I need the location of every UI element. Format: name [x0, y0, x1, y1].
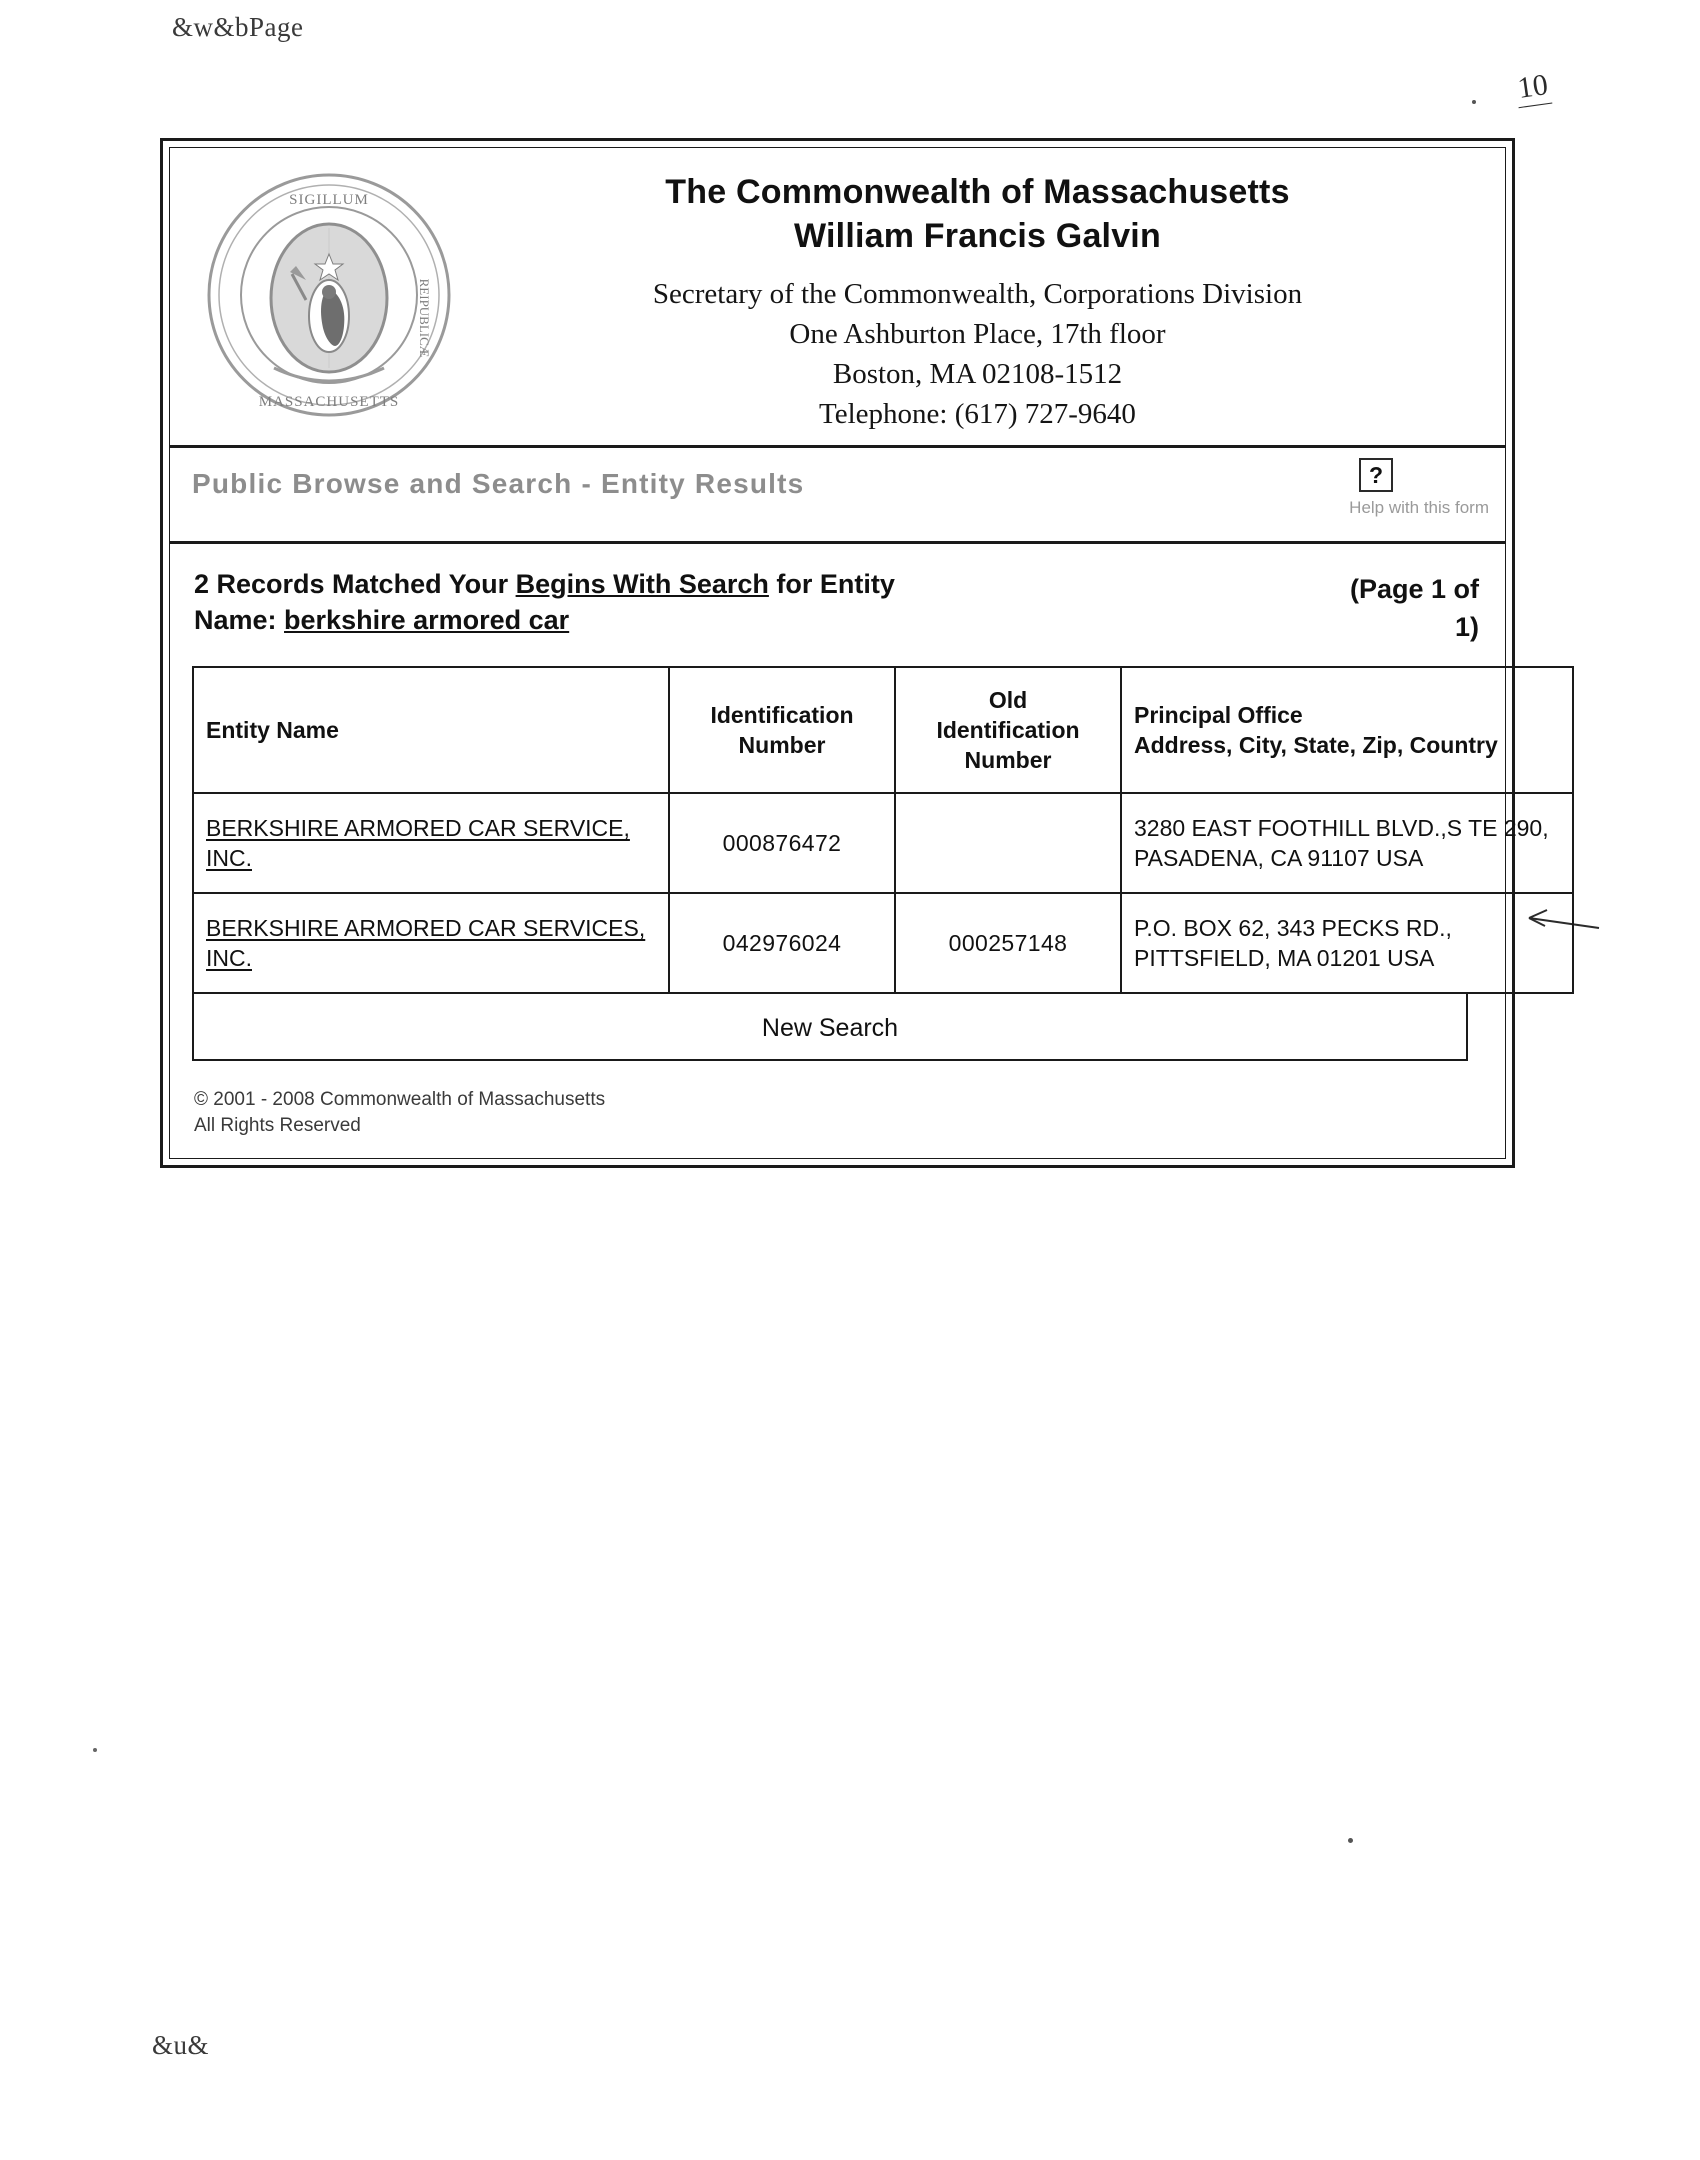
match-middle: for Entity [768, 569, 895, 599]
old-identification-number-value [895, 793, 1121, 893]
column-header-oldid-line1: Old [988, 687, 1028, 713]
copyright-notice [194, 1087, 1505, 1139]
match-prefix: 2 Records Matched Your [194, 569, 516, 599]
scan-footer-mark: &u& [152, 2030, 210, 2060]
copyright-line2: All Rights Reserved [194, 1115, 361, 1136]
identification-number-value: 042976024 [669, 893, 895, 993]
entity-name-link[interactable]: BERKSHIRE ARMORED CAR SERVICES, INC. [193, 893, 669, 993]
column-header-office-line1: Principal Office [1134, 702, 1303, 728]
table-row [193, 793, 1573, 893]
column-header-identification-number [669, 667, 895, 793]
masthead-subline-4: Telephone: (617) 727-9640 [819, 398, 1136, 430]
commonwealth-title-line2: William Francis Galvin [794, 217, 1161, 255]
masthead-text-block [470, 170, 1485, 434]
match-search-type: Begins With Search [515, 569, 769, 599]
handwritten-page-number [1514, 68, 1553, 108]
help-icon[interactable]: ? [1359, 458, 1393, 492]
entity-results-document [160, 138, 1549, 1168]
section-bar [170, 448, 1505, 544]
entity-results-table [192, 666, 1574, 994]
column-header-principal-office [1121, 667, 1573, 793]
column-header-oldid-line3: Number [964, 747, 1052, 773]
copyright-line1: © 2001 - 2008 Commonwealth of Massachusetts [194, 1089, 606, 1110]
state-seal-icon [202, 168, 457, 423]
document-inner-border [169, 147, 1549, 1159]
match-name-label: Name: [194, 605, 285, 635]
match-statement [194, 566, 1094, 638]
scan-header-mark: &w&bPage [172, 12, 304, 42]
column-header-entity-name: Entity Name [193, 667, 669, 793]
scan-speck [93, 1748, 97, 1752]
column-header-oldid-line2: Identification [936, 717, 1080, 743]
commonwealth-title-line1: The Commonwealth of Massachusetts [665, 173, 1290, 211]
page-indicator [1289, 570, 1479, 646]
masthead-subline-3: Boston, MA 02108-1512 [832, 358, 1123, 390]
table-row [193, 893, 1573, 993]
results-body [170, 544, 1549, 1139]
column-header-id-line2: Number [738, 732, 826, 758]
new-search-button[interactable]: New Search [192, 994, 1468, 1061]
masthead-subline-1: Secretary of the Commonwealth, Corporations Division [652, 278, 1303, 310]
principal-office-value: 3280 EAST FOOTHILL BLVD.,S TE 290, PASADENA, CA 91107 USA [1121, 793, 1573, 893]
svg-text:SIGILLUM: SIGILLUM [289, 192, 369, 208]
masthead [170, 148, 1505, 448]
table-header-row [193, 667, 1573, 793]
page-indicator-line1: (Page 1 of [1349, 574, 1479, 604]
help-link-label[interactable]: Help with this form [1349, 498, 1489, 517]
svg-text:REIPUBLICÆ: REIPUBLICÆ [417, 278, 432, 358]
entity-name-link[interactable]: BERKSHIRE ARMORED CAR SERVICE, INC. [193, 793, 669, 893]
page-indicator-line2: 1) [1454, 612, 1479, 642]
principal-office-value: P.O. BOX 62, 343 PECKS RD., PITTSFIELD, MA 01201 USA [1121, 893, 1573, 993]
column-header-old-identification-number [895, 667, 1121, 793]
match-query-value: berkshire armored car [284, 605, 570, 635]
svg-text:MASSACHUSETTS: MASSACHUSETTS [258, 394, 400, 410]
scan-speck [1472, 100, 1476, 104]
scan-speck [1348, 1838, 1353, 1843]
page-title: Public Browse and Search - Entity Results [192, 468, 805, 499]
masthead-subline-2: One Ashburton Place, 17th floor [789, 318, 1166, 350]
column-header-office-line2: Address, City, State, Zip, Country [1134, 732, 1498, 758]
handwritten-page-number-value: 10 [1514, 68, 1553, 108]
identification-number-value: 000876472 [669, 793, 895, 893]
column-header-id-line1: Identification [710, 702, 854, 728]
old-identification-number-value: 000257148 [895, 893, 1121, 993]
results-heading [170, 544, 1505, 650]
